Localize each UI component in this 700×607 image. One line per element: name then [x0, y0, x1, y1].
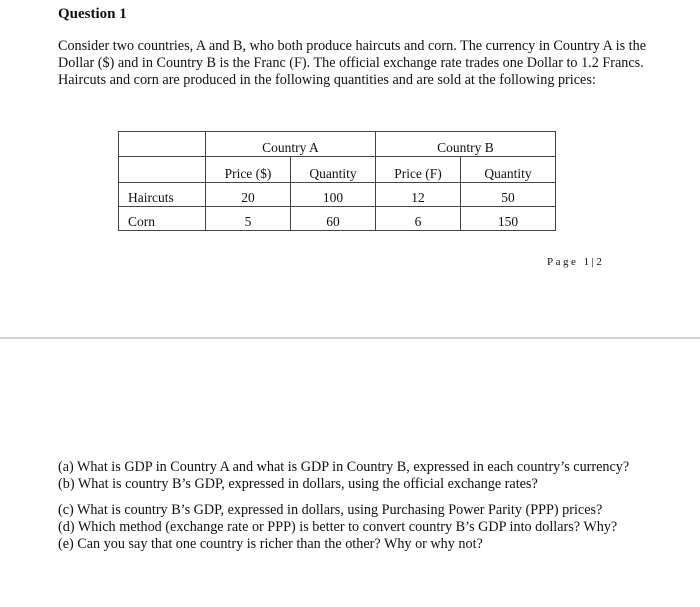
- row-label: Haircuts: [119, 183, 206, 207]
- column-header: Price (F): [376, 157, 461, 183]
- empty-cell: [119, 132, 206, 157]
- column-header: Price ($): [206, 157, 291, 183]
- group-header: Country A: [206, 132, 376, 157]
- question-a: (a) What is GDP in Country A and what is GDP in Country B, expressed in each country’s currency?: [58, 459, 630, 475]
- table-cell: 20: [206, 183, 291, 207]
- table-cell: 100: [291, 183, 376, 207]
- table-cell: 5: [206, 207, 291, 231]
- table-cell: 6: [376, 207, 461, 231]
- question-e: (e) Can you say that one country is richer than the other? Why or why not?: [58, 536, 483, 552]
- page-number: Page 1|2: [547, 256, 605, 268]
- question-b: (b) What is country B’s GDP, expressed in dollars, using the official exchange rates?: [58, 476, 538, 492]
- table-row: [119, 207, 556, 231]
- price-quantity-table: [118, 131, 556, 231]
- column-header: Quantity: [461, 157, 556, 183]
- table-cell: 12: [376, 183, 461, 207]
- question-d: (d) Which method (exchange rate or PPP) is better to convert country B’s GDP into dollars? Why?: [58, 519, 618, 535]
- group-header: Country B: [376, 132, 556, 157]
- column-header: Quantity: [291, 157, 376, 183]
- row-label: Corn: [119, 207, 206, 231]
- question-title: Question 1: [58, 6, 127, 22]
- table-row: [119, 183, 556, 207]
- table-cell: 50: [461, 183, 556, 207]
- question-paragraph: Consider two countries, A and B, who both produce haircuts and corn. The currency in Country A is the Dollar ($) and in Country B is the Franc (F). The official exchange rate trades one Dollar to 1.2 Francs. Haircuts and corn are produced in the following quantities and are sold at the following prices:: [58, 38, 647, 88]
- question-c: (c) What is country B’s GDP, expressed in dollars, using Purchasing Power Parity (PPP) prices?: [58, 502, 603, 518]
- question-list: [58, 459, 658, 553]
- empty-cell: [119, 157, 206, 183]
- page-separator: [0, 337, 700, 339]
- table-cell: 150: [461, 207, 556, 231]
- table-cell: 60: [291, 207, 376, 231]
